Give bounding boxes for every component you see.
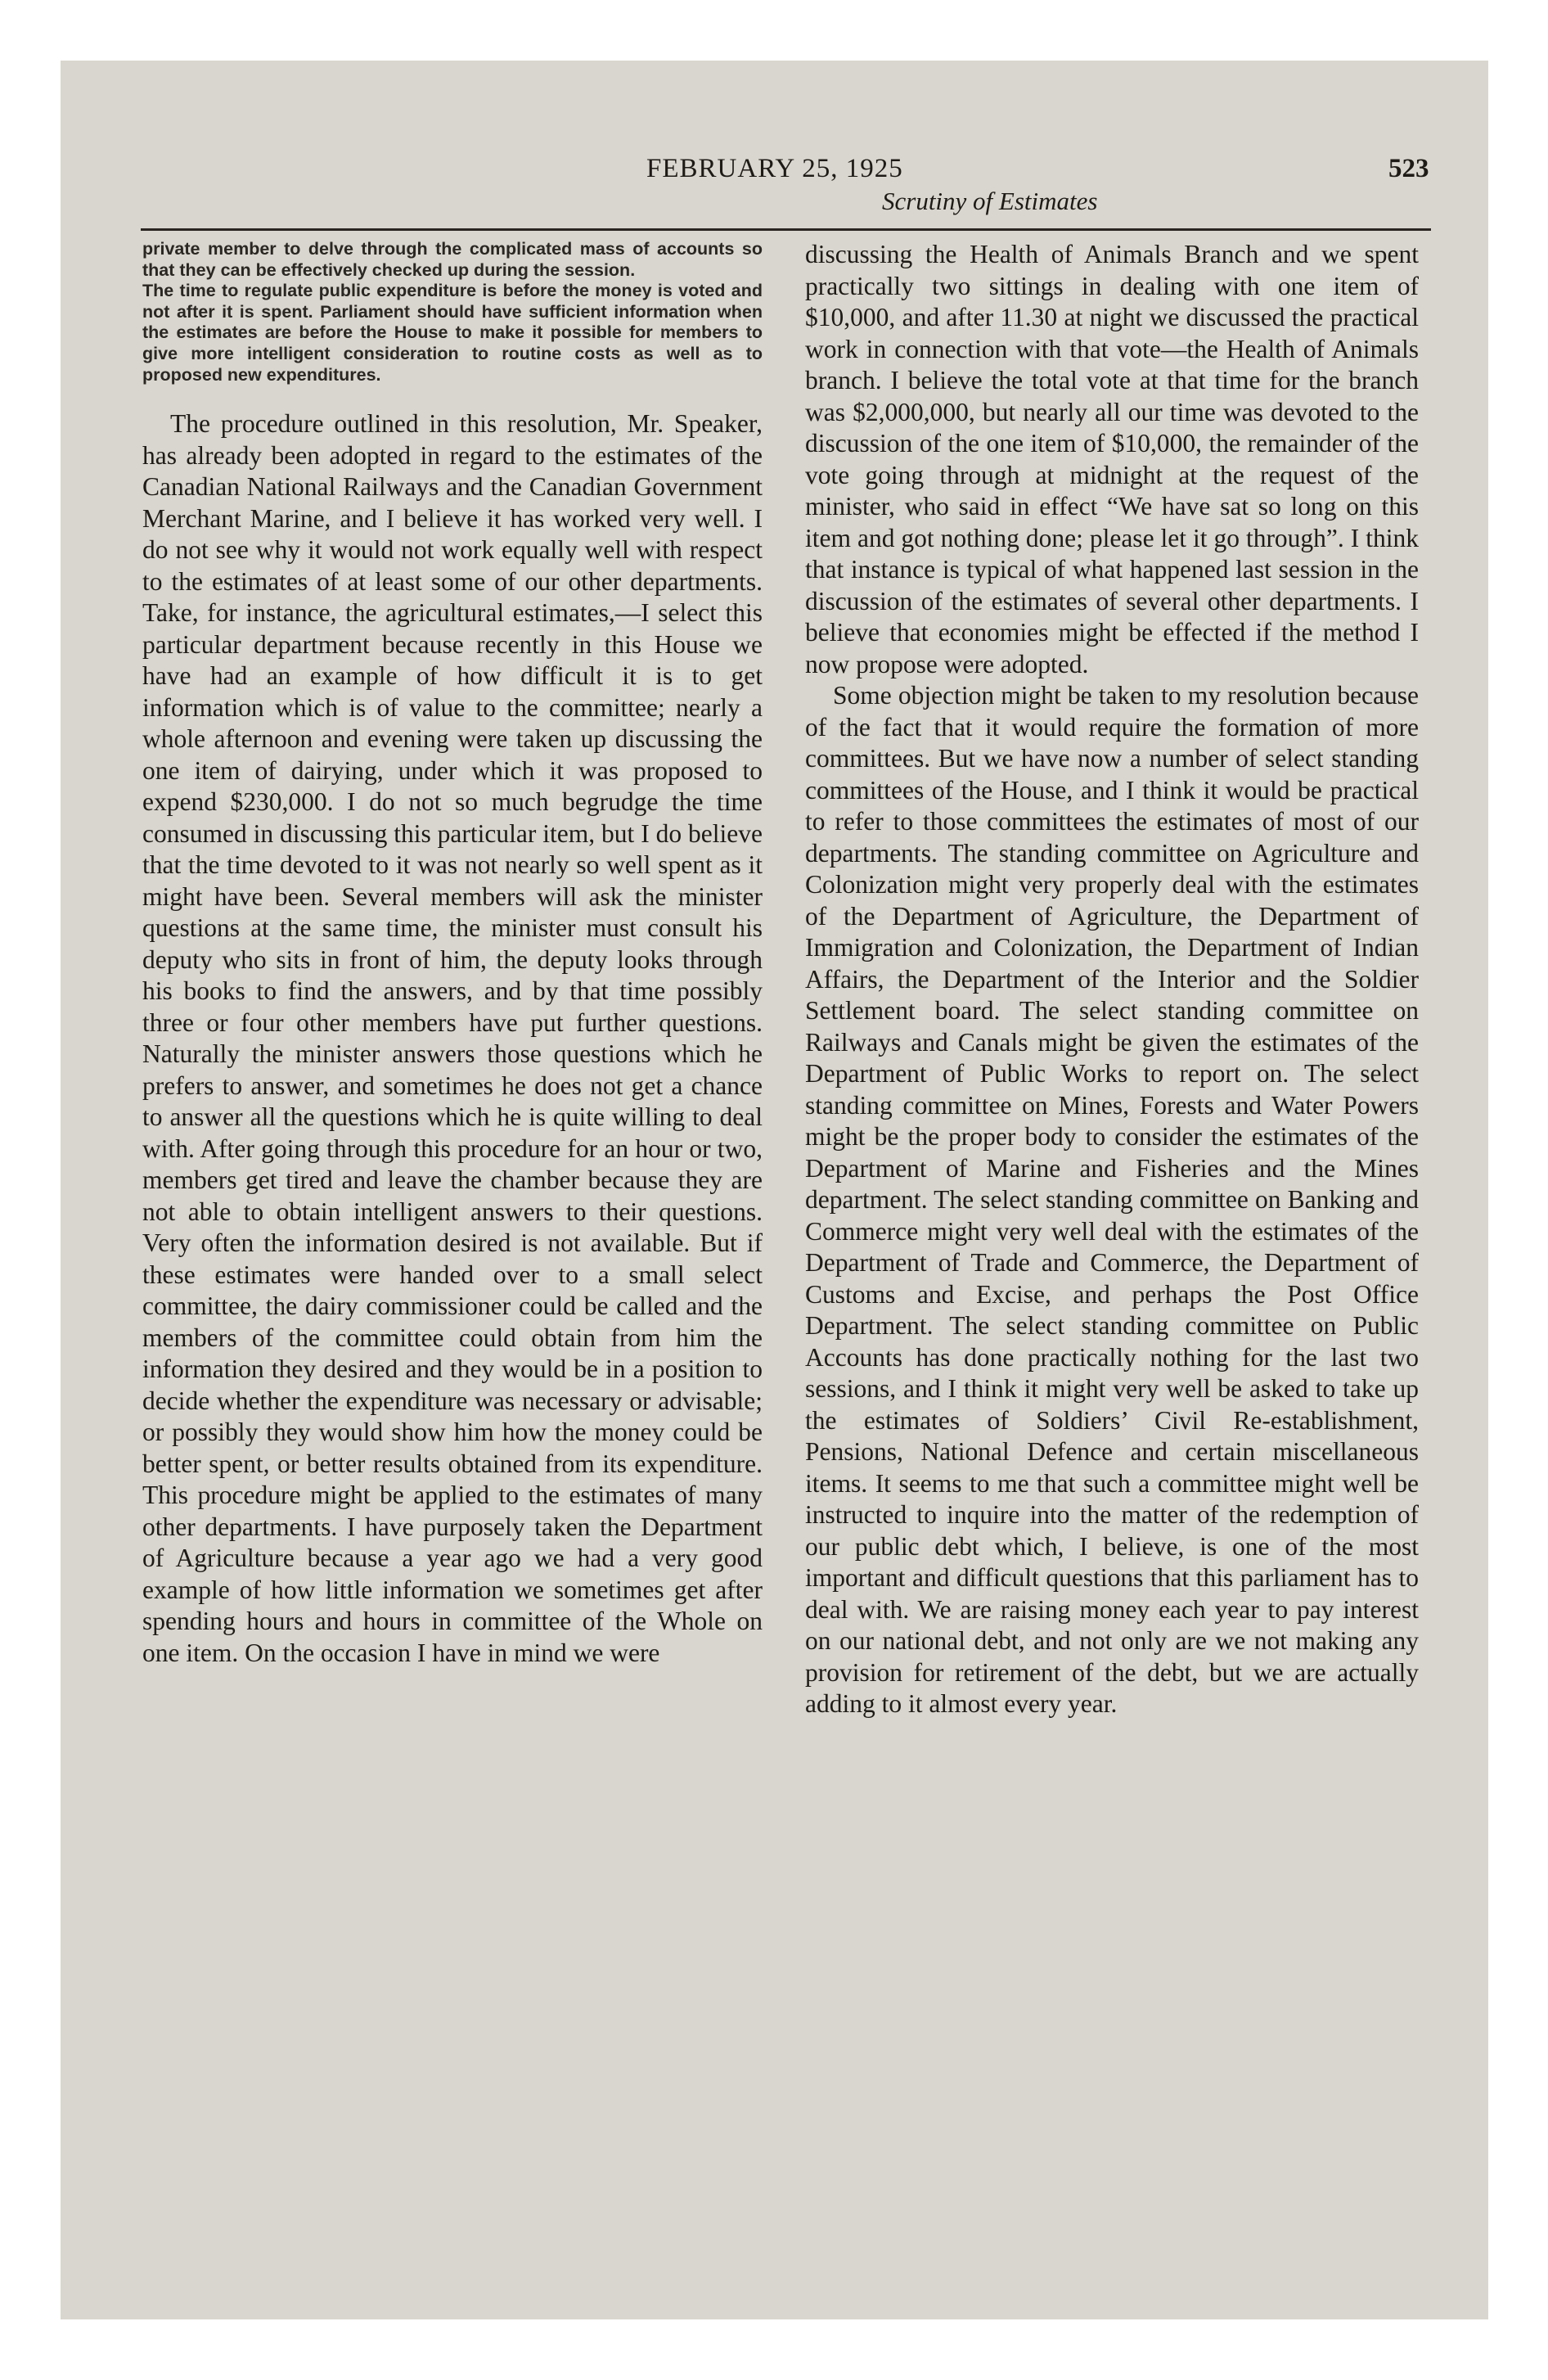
- page-header-subject: Scrutiny of Estimates: [882, 187, 1098, 215]
- body-paragraph: Some objection might be taken to my resolution because of the fact that it would require the formation of more committees. But we have now a number of select standing committees of the House, and I think it would be practical to refer to those committees the estimates of most of our departments. The standing committee on Agriculture and Colonization might very properly deal with the estimates of the Department of Agriculture, the Department of Immigration and Colonization, the Department of Indian Affairs, the Department of the Interior and the Soldier Settlement board. The select standing committee on Railways and Canals might be given the estimates of the Department of Public Works to report on. The select standing committee on Mines, Forests and Water Powers might be the proper body to consider the estimates of the Department of Marine and Fisheries and the Mines department. The select standing committee on Banking and Commerce might very well deal with the estimates of the Department of Trade and Commerce, the Department of Customs and Excise, and perhaps the Post Office Department. The select standing committee on Public Accounts has done practically nothing for the last two sessions, and I think it might very well be asked to take up the estimates of Soldiers’ Civil Re-establishment, Pensions, National Defence and certain miscellaneous items. It seems to me that such a committee might well be instructed to inquire into the matter of the redemption of our public debt which, I believe, is one of the most important and difficult questions that this parliament has to deal with. We are raising money each year to pay interest on our national debt, and not only are we not making any provision for retirement of the debt, but we are actually adding to it almost every year.: [805, 681, 1419, 1718]
- quoted-passage: [142, 239, 763, 385]
- page-header-date: FEBRUARY 25, 1925: [646, 154, 903, 183]
- left-column: [142, 239, 763, 1669]
- right-body-text: [805, 239, 1419, 1720]
- page-number: 523: [1388, 154, 1429, 183]
- quote-paragraph: The time to regulate public expenditure is before the money is voted and not after it is spent. Parliament should have sufficient information when the estimates are before the House to make it possible for members to give more intelligent consideration to routine costs as well as to proposed new expenditures.: [142, 281, 763, 385]
- right-column: [805, 239, 1419, 1720]
- quote-paragraph: private member to delve through the complicated mass of accounts so that they can be effectively checked up during the session.: [142, 239, 763, 280]
- body-paragraph: The procedure outlined in this resolution, Mr. Speaker, has already been adopted in regard to the estimates of the Canadian National Railways and the Canadian Government Merchant Marine, and I believe it has worked very well. I do not see why it would not work equally well with respect to the estimates of at least some of our other departments. Take, for instance, the agricultural estimates,—I select this particular department because recently in this House we have had an example of how difficult it is to get information which is of value to the committee; nearly a whole afternoon and evening were taken up discussing the one item of dairying, under which it was proposed to expend $230,000. I do not so much begrudge the time consumed in discussing this particular item, but I do believe that the time devoted to it was not nearly so well spent as it might have been. Several members will ask the minister questions at the same time, the minister must consult his deputy who sits in front of him, the deputy looks through his books to find the answers, and by that time possibly three or four other members have put further questions. Naturally the minister answers those questions which he prefers to answer, and sometimes he does not get a chance to answer all the questions which he is quite willing to deal with. After going through this procedure for an hour or two, members get tired and leave the chamber because they are not able to obtain intelligent answers to their questions. Very often the information desired is not available. But if these estimates were handed over to a small select committee, the dairy commissioner could be called and the members of the committee could obtain from him the information they desired and they would be in a position to decide whether the expenditure was necessary or advisable; or possibly they would show him how the money could be better spent, or better results obtained from its expenditure. This procedure might be applied to the estimates of many other departments. I have purposely taken the Department of Agriculture because a year ago we had a very good example of how little information we sometimes get after spending hours and hours in committee of the Whole on one item. On the occasion I have in mind we were: [142, 409, 763, 1667]
- header-rule: [141, 228, 1431, 231]
- left-body-text: [142, 408, 763, 1669]
- body-paragraph-continued: discussing the Health of Animals Branch and we spent practically two sittings in dealing with one item of $10,000, and after 11.30 at night we discussed the practical work in connection with that vote—the Health of Animals branch. I believe the total vote at that time for the branch was $2,000,000, but nearly all our time was devoted to the discussion of the one item of $10,000, the remainder of the vote going through at midnight at the request of the minister, who said in effect “We have sat so long on this item and got nothing done; please let it go through”. I think that instance is typical of what happened last session in the discussion of the estimates of several other departments. I believe that economies might be effected if the method I now propose were adopted.: [805, 240, 1419, 678]
